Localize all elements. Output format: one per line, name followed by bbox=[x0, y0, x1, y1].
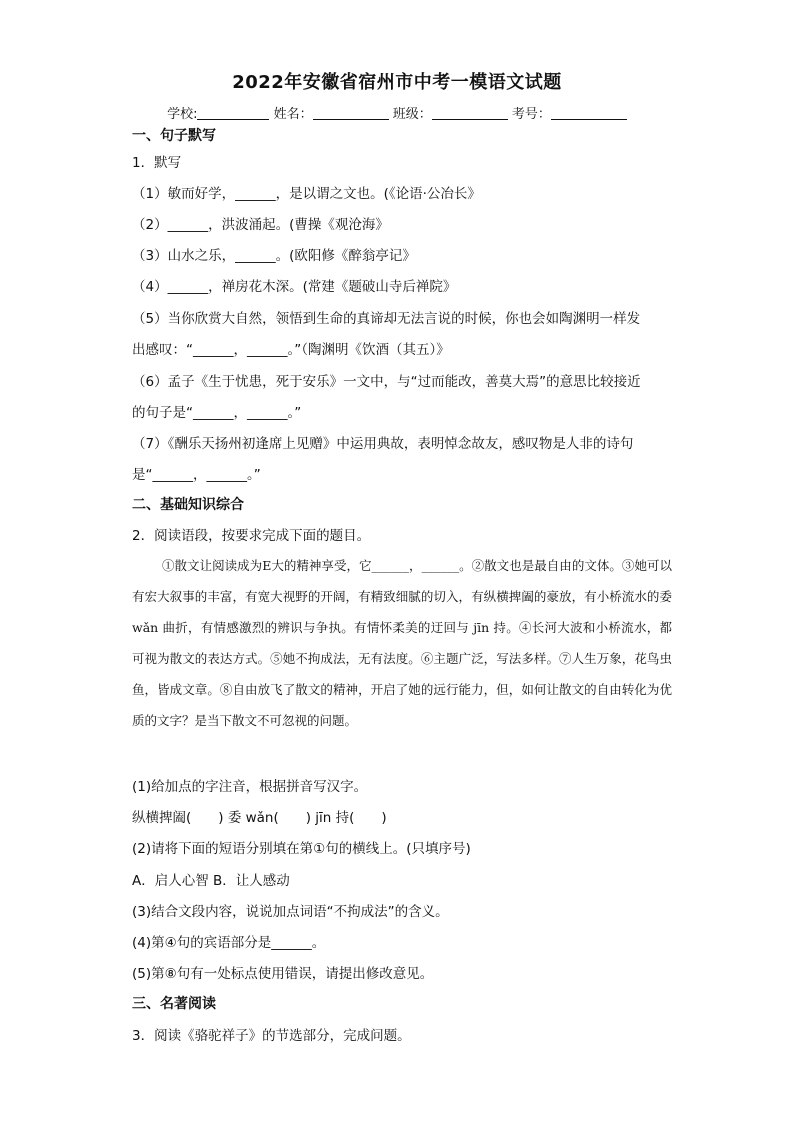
class-label: 班级： bbox=[392, 107, 432, 122]
q1-item-6-cont: 的句子是“______，______。” bbox=[132, 405, 302, 421]
q1-item-5-cont: 出感叹：“______，______。”（陶渊明《饮酒（其五）》 bbox=[132, 342, 450, 358]
q1-item-2: （2）______，洪波涌起。(曹操《观沧海》 bbox=[132, 217, 389, 233]
q1-item-4: （4）______，禅房花木深。(常建《题破山寺后禅院》 bbox=[132, 279, 457, 295]
question-1-head: 1．默写 bbox=[132, 155, 182, 171]
q2-sub-3: (3)结合文段内容，说说加点词语“不拘成法”的含义。 bbox=[132, 904, 449, 920]
q1-item-7-cont: 是“______，______。” bbox=[132, 467, 261, 483]
exam-title: 2022年安徽省宿州市中考一模语文试题 bbox=[232, 72, 562, 93]
q1-item-3: （3）山水之乐，______。(欧阳修《醉翁亭记》 bbox=[132, 248, 416, 264]
q2-sub-2-options: A．启人心智 B．让人感动 bbox=[132, 873, 290, 889]
q2-sub-4: (4)第④句的宾语部分是______。 bbox=[132, 935, 326, 951]
q2-sub-5: (5)第⑧句有一处标点使用错误，请提出修改意见。 bbox=[132, 966, 434, 982]
exam-no-label: 考号： bbox=[511, 107, 551, 122]
school-label: 学校: bbox=[167, 107, 198, 122]
q2-sub-2: (2)请将下面的短语分别填在第①句的横线上。(只填序号) bbox=[132, 841, 471, 857]
exam-no-blank[interactable] bbox=[551, 107, 627, 120]
student-info-line bbox=[0, 103, 794, 122]
question-3-head: 3．阅读《骆驼祥子》的节选部分，完成问题。 bbox=[132, 1028, 411, 1044]
q1-item-1: （1）敏而好学，______，是以谓之文也。(《论语·公冶长》 bbox=[132, 186, 481, 202]
name-label: 姓名： bbox=[273, 107, 313, 122]
section-heading-1: 一、句子默写 bbox=[132, 128, 216, 144]
question-2-head: 2．阅读语段，按要求完成下面的题目。 bbox=[132, 528, 371, 544]
reading-passage: ①散文让阅读成为E大的精神享受，它______，______。②散文也是最自由的文体。③她可以有宏大叙事的丰富，有宽大视野的开阔，有精致细腻的切入，有纵横捭阖的豪放，有小桥流水的委 wǎn 曲折，有情感激烈的辨识与争执。有情怀柔美的迂回与 jīn 持。④长河大波和小桥流水，都可视为散文的表达方式。⑤她不拘成法，无有法度。⑥主题广泛，写法多样。⑦人生万象，花鸟虫鱼，皆成文章。⑧自由放飞了散文的精神，开启了她的远行能力，但，如何让散文的自由转化为优质的文字？是当下散文不可忽视的问题。 bbox=[132, 558, 672, 728]
name-blank[interactable] bbox=[313, 107, 389, 120]
q2-sub-1-fill: 纵横捭阖( ) 委 wǎn( ) jīn 持( ) bbox=[132, 810, 387, 826]
q1-item-7: （7）《酬乐天扬州初逢席上见赠》中运用典故，表明悼念故友，感叹物是人非的诗句 bbox=[132, 436, 634, 452]
section-heading-2: 二、基础知识综合 bbox=[132, 497, 244, 513]
class-blank[interactable] bbox=[432, 107, 508, 120]
q2-sub-1: (1)给加点的字注音，根据拼音写汉字。 bbox=[132, 779, 368, 795]
q1-item-6: （6）孟子《生于忧患，死于安乐》一文中，与“过而能改，善莫大焉”的意思比较接近 bbox=[132, 374, 641, 390]
section-heading-3: 三、名著阅读 bbox=[132, 996, 216, 1012]
school-blank[interactable] bbox=[197, 107, 269, 120]
q1-item-5: （5）当你欣赏大自然，领悟到生命的真谛却无法言说的时候，你也会如陶渊明一样发 bbox=[132, 311, 641, 327]
